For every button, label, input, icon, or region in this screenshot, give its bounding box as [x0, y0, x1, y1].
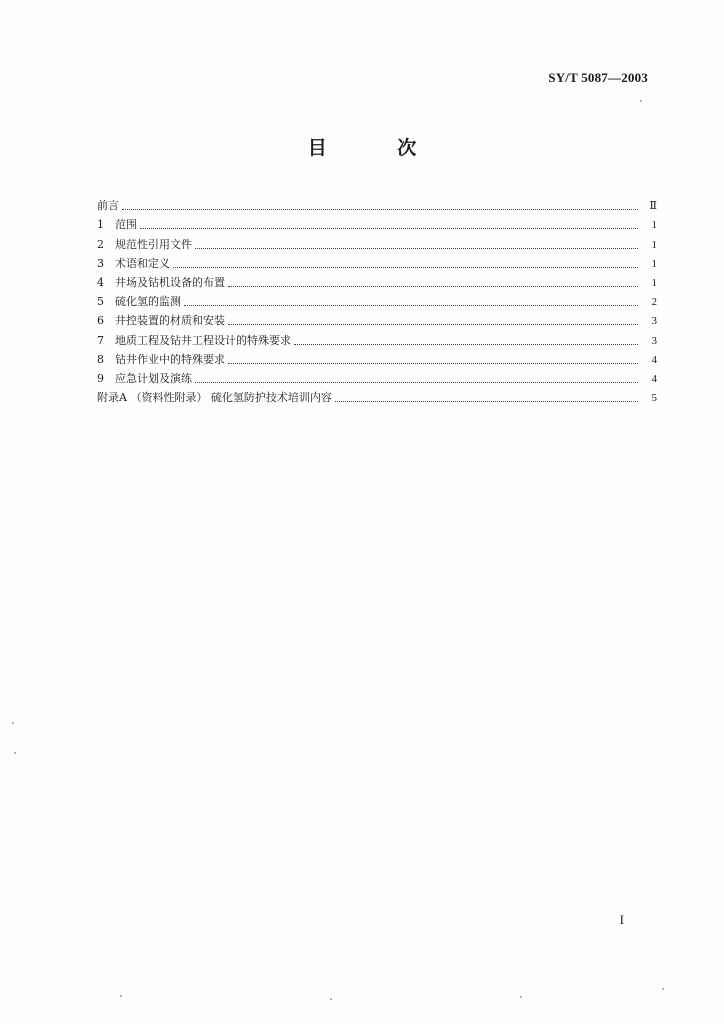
toc-entry-number: 5	[97, 295, 104, 309]
toc-entry-h2s-monitoring[interactable]	[97, 290, 657, 309]
scan-speck	[12, 722, 14, 724]
toc-entry-page: 4	[651, 372, 657, 385]
toc-heading: 目 次	[307, 137, 449, 159]
scan-speck	[14, 752, 16, 754]
toc-entry-title: 范围	[115, 218, 137, 232]
table-of-contents	[97, 194, 657, 405]
toc-entry-number: 9	[97, 371, 104, 385]
toc-entry-page: 1	[651, 219, 657, 232]
dot-leader	[228, 285, 638, 287]
scan-speck	[662, 988, 664, 990]
dot-leader	[335, 400, 638, 402]
toc-entry-number: 1	[97, 218, 104, 232]
toc-entry-number: 8	[97, 352, 104, 366]
toc-entry-number: 2	[97, 237, 104, 251]
dot-leader	[195, 381, 638, 383]
toc-entry-page: 2	[651, 296, 657, 309]
dot-leader	[228, 362, 638, 364]
toc-entry-terms[interactable]	[97, 252, 657, 271]
scan-speck	[120, 995, 122, 997]
toc-entry-drilling-requirements[interactable]	[97, 348, 657, 367]
dot-leader	[122, 208, 638, 210]
toc-entry-title: 地质工程及钻井工程设计的特殊要求	[115, 333, 291, 347]
toc-entry-page: 3	[651, 334, 657, 347]
toc-entry-title: 附录A （资料性附录） 硫化氢防护技术培训内容	[97, 391, 332, 405]
toc-entry-title: 钻井作业中的特殊要求	[115, 352, 225, 366]
scan-speck	[330, 998, 332, 1000]
toc-entry-page: 1	[651, 257, 657, 270]
toc-entry-title: 硫化氢的监测	[115, 295, 181, 309]
toc-entry-well-control[interactable]	[97, 309, 657, 328]
toc-entry-emergency-plan[interactable]	[97, 367, 657, 386]
toc-entry-page: 5	[651, 392, 657, 405]
dot-leader	[184, 304, 638, 306]
toc-entry-title: 术语和定义	[115, 256, 170, 270]
toc-entry-number: 4	[97, 275, 104, 289]
page-number: I	[619, 912, 624, 927]
dot-leader	[195, 247, 638, 249]
toc-entry-page: 1	[651, 276, 657, 289]
dot-leader	[228, 323, 638, 325]
standard-number: SY/T 5087—2003	[548, 70, 648, 85]
toc-entry-page: 4	[651, 353, 657, 366]
toc-entry-title: 井控装置的材质和安装	[115, 314, 225, 328]
toc-entry-title: 规范性引用文件	[115, 237, 192, 251]
toc-entry-title: 应急计划及演练	[115, 371, 192, 385]
scan-speck	[520, 996, 522, 998]
toc-entry-number: 7	[97, 333, 104, 347]
toc-entry-scope[interactable]	[97, 213, 657, 232]
toc-entry-number: 6	[97, 314, 104, 328]
toc-entry-design-requirements[interactable]	[97, 328, 657, 347]
toc-entry-site-layout[interactable]	[97, 271, 657, 290]
toc-entry-title: 井场及钻机设备的布置	[115, 275, 225, 289]
toc-entry-foreword[interactable]	[97, 194, 657, 213]
scan-speck	[640, 100, 642, 102]
toc-entry-page: 1	[651, 238, 657, 251]
toc-entry-normative-references[interactable]	[97, 232, 657, 251]
dot-leader	[140, 227, 638, 229]
toc-entry-title: 前言	[97, 199, 119, 213]
toc-entry-page: 3	[651, 315, 657, 328]
toc-entry-appendix-a[interactable]	[97, 386, 657, 405]
toc-entry-page: Ⅱ	[649, 200, 657, 213]
toc-entry-number: 3	[97, 256, 104, 270]
dot-leader	[294, 343, 638, 345]
dot-leader	[173, 266, 638, 268]
